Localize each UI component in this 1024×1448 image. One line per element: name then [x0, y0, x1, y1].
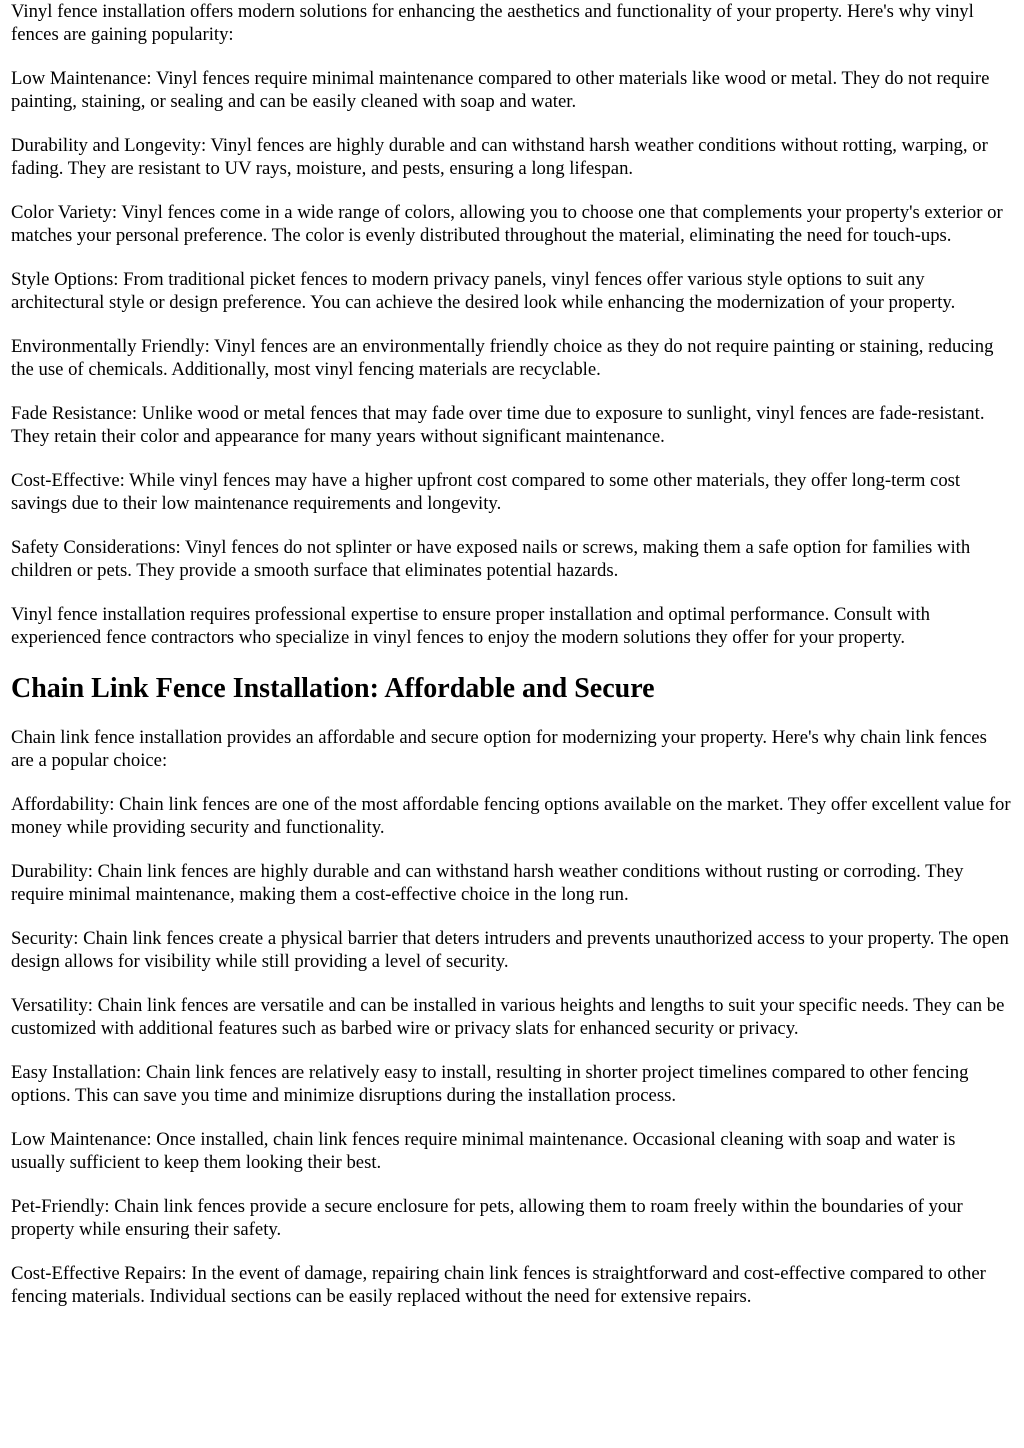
vinyl-cost-effective-paragraph: Cost-Effective: While vinyl fences may have a higher upfront cost compared to some other materials, they offer long-term cost savings due to their low maintenance requirements and longevity. — [11, 470, 961, 514]
chain-link-low-maintenance-paragraph: Low Maintenance: Once installed, chain link fences require minimal maintenance. Occasional cleaning with soap and water is usually sufficient to keep them looking their best. — [11, 1129, 956, 1173]
vinyl-low-maintenance-paragraph: Low Maintenance: Vinyl fences require minimal maintenance compared to other materials like wood or metal. They do not require painting, staining, or sealing and can be easily cleaned with soap and water. — [11, 68, 990, 112]
vinyl-conclusion-paragraph: Vinyl fence installation requires professional expertise to ensure proper installation and optimal performance. Consult with experienced fence contractors who specialize in vinyl fences to enjoy the modern solutions they offer for your property. — [11, 604, 930, 648]
chain-link-heading: Chain Link Fence Installation: Affordable and Secure — [11, 673, 655, 704]
chain-link-repairs-paragraph: Cost-Effective Repairs: In the event of damage, repairing chain link fences is straightforward and cost-effective compared to other fencing materials. Individual sections can be easily replaced without the need for extensive repairs. — [11, 1263, 986, 1307]
vinyl-fade-resistance-paragraph: Fade Resistance: Unlike wood or metal fences that may fade over time due to exposure to sunlight, vinyl fences are fade-resistant. They retain their color and appearance for many years without significant maintenance. — [11, 403, 985, 447]
vinyl-eco-friendly-paragraph: Environmentally Friendly: Vinyl fences are an environmentally friendly choice as they do not require painting or staining, reducing the use of chemicals. Additionally, most vinyl fencing materials are recyclable. — [11, 336, 994, 380]
document-page — [11, 0, 1013, 1308]
vinyl-durability-paragraph: Durability and Longevity: Vinyl fences are highly durable and can withstand harsh weather conditions without rotting, warping, or fading. They are resistant to UV rays, moisture, and pests, ensuring a long lifespan. — [11, 135, 988, 179]
vinyl-color-variety-paragraph: Color Variety: Vinyl fences come in a wide range of colors, allowing you to choose one that complements your property's exterior or matches your personal preference. The color is evenly distributed throughout the material, eliminating the need for touch-ups. — [11, 202, 1003, 246]
chain-link-security-paragraph: Security: Chain link fences create a physical barrier that deters intruders and prevents unauthorized access to your property. The open design allows for visibility while still providing a level of security. — [11, 928, 1009, 972]
chain-link-intro-paragraph: Chain link fence installation provides an affordable and secure option for modernizing your property. Here's why chain link fences are a popular choice: — [11, 727, 987, 771]
vinyl-intro-paragraph: Vinyl fence installation offers modern solutions for enhancing the aesthetics and functionality of your property. Here's why vinyl fences are gaining popularity: — [11, 1, 974, 45]
chain-link-pet-friendly-paragraph: Pet-Friendly: Chain link fences provide a secure enclosure for pets, allowing them to roam freely within the boundaries of your property while ensuring their safety. — [11, 1196, 963, 1240]
chain-link-durability-paragraph: Durability: Chain link fences are highly durable and can withstand harsh weather conditions without rusting or corroding. They require minimal maintenance, making them a cost-effective choice in the long run. — [11, 861, 964, 905]
chain-link-easy-installation-paragraph: Easy Installation: Chain link fences are relatively easy to install, resulting in shorter project timelines compared to other fencing options. This can save you time and minimize disruptions during the installation process. — [11, 1062, 969, 1106]
chain-link-affordability-paragraph: Affordability: Chain link fences are one of the most affordable fencing options available on the market. They offer excellent value for money while providing security and functionality. — [11, 794, 1011, 838]
vinyl-fence-section — [11, 0, 1013, 649]
vinyl-safety-paragraph: Safety Considerations: Vinyl fences do not splinter or have exposed nails or screws, making them a safe option for families with children or pets. They provide a smooth surface that eliminates potential hazards. — [11, 537, 971, 581]
chain-link-versatility-paragraph: Versatility: Chain link fences are versatile and can be installed in various heights and lengths to suit your specific needs. They can be customized with additional features such as barbed wire or privacy slats for enhanced security or privacy. — [11, 995, 1005, 1039]
chain-link-section — [11, 672, 1013, 1308]
vinyl-style-options-paragraph: Style Options: From traditional picket fences to modern privacy panels, vinyl fences offer various style options to suit any architectural style or design preference. You can achieve the desired look while enhancing the modernization of your property. — [11, 269, 956, 313]
